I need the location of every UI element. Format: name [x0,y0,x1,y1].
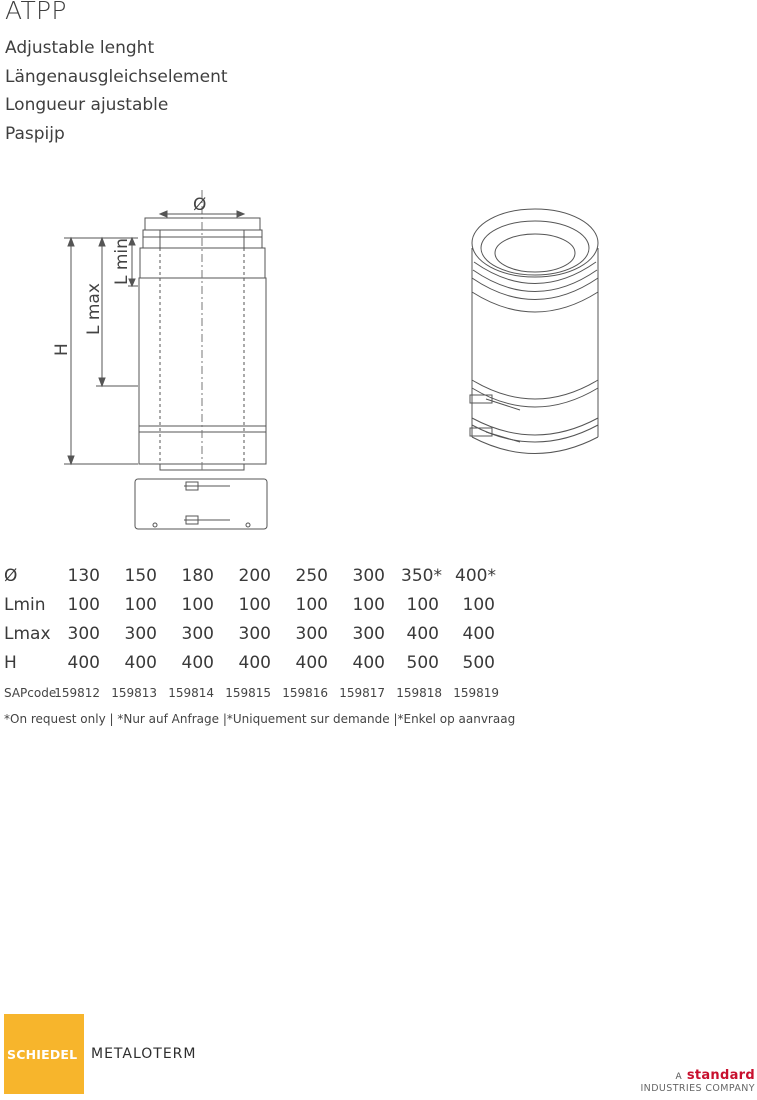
product-name-fr: Longueur ajustable [5,95,169,116]
table-cell: 100 [295,595,328,615]
table-cell: 180 [181,566,214,586]
spec-table [0,562,757,704]
row-label-lmin: Lmin [4,595,46,615]
table-cell: 100 [124,595,157,615]
row-label-h: H [4,653,17,673]
product-name-de: Längenausgleichselement [5,66,228,87]
table-cell: 350* [401,566,442,586]
table-cell: 300 [181,624,214,644]
table-cell: 400 [462,624,495,644]
standard-prefix: A [675,1072,682,1082]
table-row-sapcode [0,678,757,704]
table-cell: 300 [352,624,385,644]
table-cell: 300 [124,624,157,644]
schiedel-logo-word: SCHIEDEL [7,1047,78,1062]
lmax-label: L max [84,283,104,335]
table-cell: 300 [238,624,271,644]
table-cell: 400 [352,653,385,673]
table-row [0,562,757,591]
table-cell: 100 [67,595,100,615]
table-row [0,591,757,620]
schiedel-logo [4,1014,84,1094]
table-cell: 400 [124,653,157,673]
table-cell: 100 [462,595,495,615]
lmin-label: L min [112,238,132,285]
standard-industries-logo [640,1068,755,1095]
table-cell: 400 [67,653,100,673]
table-cell: 300 [67,624,100,644]
table-cell: 400* [455,566,496,586]
metaloterm-wordmark: METALOTERM [91,1046,197,1062]
table-cell: 159817 [339,686,385,700]
standard-company: INDUSTRIES COMPANY [640,1083,755,1094]
table-cell: 159813 [111,686,157,700]
product-name-nl: Paspijp [5,124,65,145]
table-cell: 100 [352,595,385,615]
table-cell: 500 [462,653,495,673]
table-cell: 159819 [453,686,499,700]
table-cell: 159814 [168,686,214,700]
standard-brand: standard [686,1068,755,1083]
perspective-view [470,209,598,454]
row-label-diameter: Ø [4,566,18,586]
table-cell: 130 [67,566,100,586]
table-cell: 100 [238,595,271,615]
product-names [5,34,228,149]
table-cell: 400 [406,624,439,644]
table-row [0,649,757,678]
table-row [0,620,757,649]
table-cell: 500 [406,653,439,673]
product-name-en: Adjustable lenght [5,38,155,58]
table-cell: 100 [406,595,439,615]
diameter-label: Ø [193,195,207,215]
table-cell: 300 [295,624,328,644]
table-cell: 300 [352,566,385,586]
footnote: *On request only | *Nur auf Anfrage |*Uniquement sur demande |*Enkel op aanvraag [4,712,516,726]
table-cell: 250 [295,566,328,586]
row-label-lmax: Lmax [4,624,51,644]
table-cell: 400 [295,653,328,673]
table-cell: 159816 [282,686,328,700]
table-cell: 159815 [225,686,271,700]
table-cell: 150 [124,566,157,586]
technical-drawing [0,180,757,550]
table-cell: 200 [238,566,271,586]
table-cell: 159812 [54,686,100,700]
table-cell: 400 [238,653,271,673]
table-cell: 100 [181,595,214,615]
row-label-sapcode: SAPcode [4,686,57,700]
product-code: ATPP [5,0,67,25]
table-cell: 400 [181,653,214,673]
table-cell: 159818 [396,686,442,700]
h-label: H [52,343,72,356]
